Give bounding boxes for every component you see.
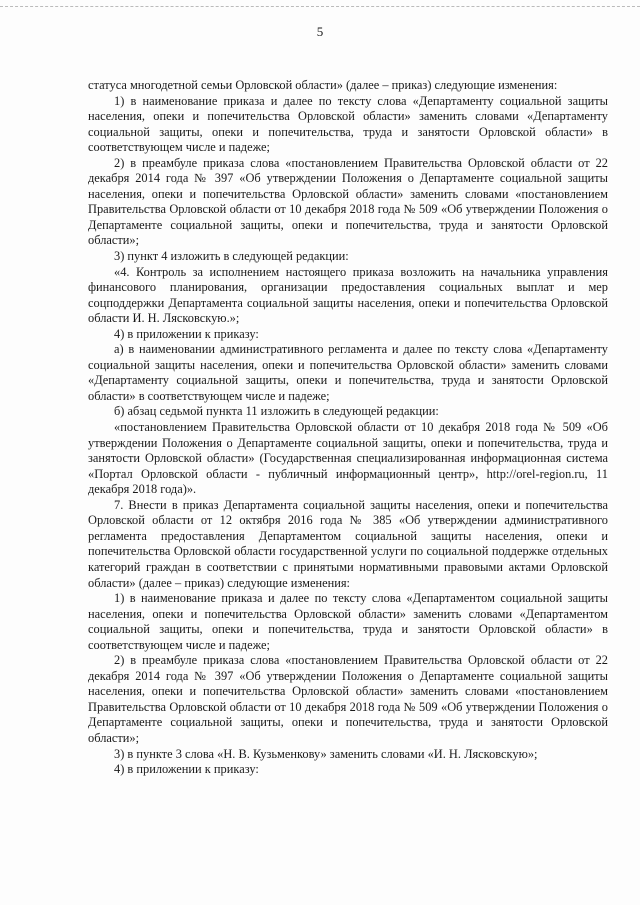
paragraph: 1) в наименование приказа и далее по тексту слова «Департаментом социальной защиты населения, опеки и попечительства Орловской области» заменить словами «Департаментом социальной защиты, опеки и попечительства, труда и занятости Орловской области» в соответствующем числе и падеже; (88, 591, 608, 652)
paragraph: 3) пункт 4 изложить в следующей редакции: (114, 249, 349, 264)
paragraph: 4) в приложении к приказу: (114, 326, 259, 341)
paragraph: 2) в преамбуле приказа слова «постановлением Правительства Орловской области от 22 декабря 2014 года № 397 «Об утверждении Положения о Департаменте социальной защиты населения, опеки и попечительства Орловской области» заменить словами «постановлением Правительства Орловской области от 10 декабря 2018 года № 509 «Об утверждении Положения о Департаменте социальной защиты, опеки и попечительства, труда и занятости Орловской области»; (88, 653, 608, 745)
paragraph: 3) в пункте 3 слова «Н. В. Кузьменкову» заменить словами «И. Н. Лясковскую»; (114, 746, 538, 761)
document-body (88, 78, 608, 778)
scan-top-edge (0, 6, 640, 7)
paragraph: «4. Контроль за исполнением настоящего приказа возложить на начальника управления финансового планирования, организации предоставления социальных выплат и мер соцподдержки Департамента социальной защиты населения, опеки и попечительства Орловской области И. Н. Лясковскую.»; (88, 264, 608, 326)
paragraph: 1) в наименование приказа и далее по тексту слова «Департаменту социальной защиты населения, опеки и попечительства Орловской области» заменить словами «Департаменту социальной защиты, опеки и попечительства, труда и занятости Орловской области» в соответствующем числе и падеже; (88, 93, 608, 155)
paragraph: 4) в приложении к приказу: (114, 762, 259, 777)
paragraph: «постановлением Правительства Орловской области от 10 декабря 2018 года № 509 «Об утверждении Положения о Департаменте социальной защиты, опеки и попечительства, труда и занятости Орловской области» (Государственная специализированная информационная система «Портал Орловской области - публичный информационный центр», http://orel-region.ru, 11 декабря 2018 года)». (88, 420, 608, 497)
paragraph: 2) в преамбуле приказа слова «постановлением Правительства Орловской области от 22 декабря 2014 года № 397 «Об утверждении Положения о Департаменте социальной защиты населения, опеки и попечительства Орловской области» заменить словами «постановлением Правительства Орловской области от 10 декабря 2018 года № 509 «Об утверждении Положения о Департаменте социальной защиты, опеки и попечительства, труда и занятости Орловской области»; (88, 155, 608, 248)
paragraph: б) абзац седьмой пункта 11 изложить в следующей редакции: (114, 404, 439, 419)
page-number: 5 (316, 24, 324, 39)
paragraph: статуса многодетной семьи Орловской области» (далее – приказ) следующие изменения: (88, 78, 558, 92)
paragraph: а) в наименовании административного регламента и далее по тексту слова «Департаменту социальной защиты населения, опеки и попечительства Орловской области» заменить словами «Департаменту социальной защиты, опеки и попечительства, труда и занятости Орловской области» в соответствующем числе и падеже; (88, 342, 608, 403)
paragraph: 7. Внести в приказ Департамента социальной защиты населения, опеки и попечительства Орловской области от 12 октября 2016 года № 385 «Об утверждении административного регламента предоставления Департаментом социальной защиты населения, опеки и попечительства Орловской области государственной услуги по социальной поддержке отдельных категорий граждан в соответствии с принятыми нормативными правовыми актами Орловской области» (далее – приказ) следующие изменения: (88, 497, 608, 590)
